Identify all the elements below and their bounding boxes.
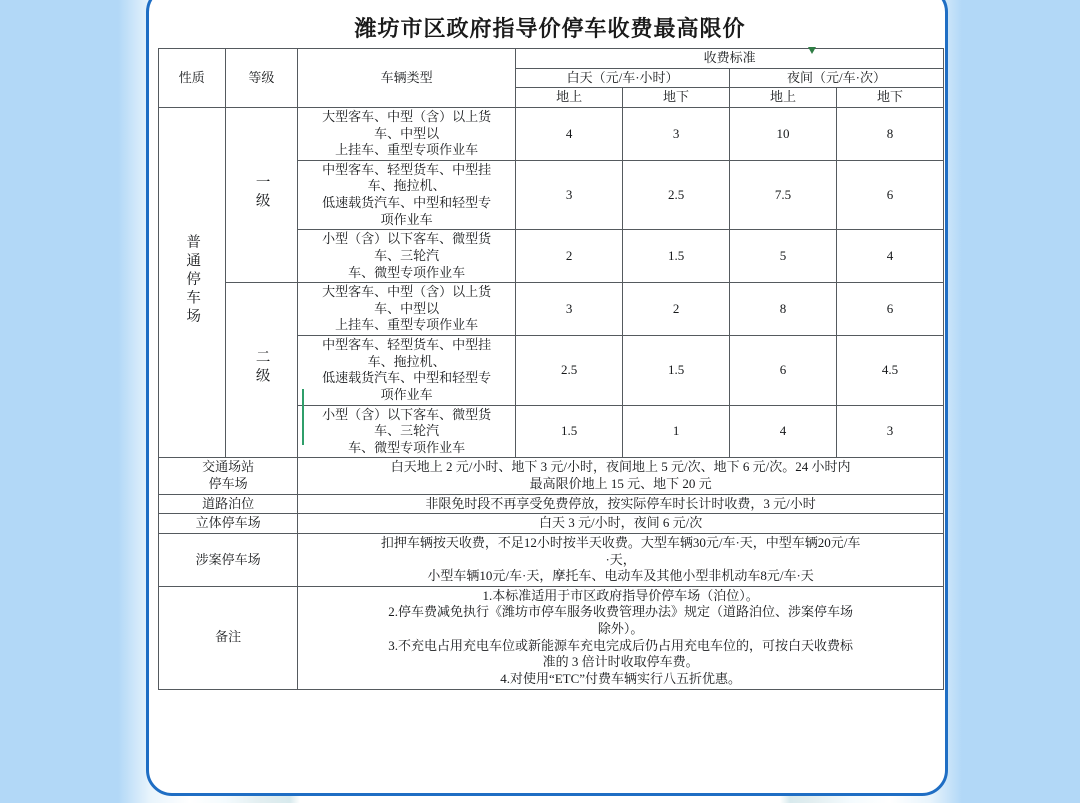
row-text-line: 小型车辆10元/车·天，摩托车、电动车及其他小型非机动车8元/车·天 [427, 568, 814, 584]
note-line: 3.不充电占用充电车位或新能源车充电完成后仍占用充电车位的，可按白天收费标 [388, 637, 853, 653]
vehicle-type-line: 上挂车、重型专项作业车 [335, 142, 479, 158]
row-label-line: 停车场 [208, 476, 248, 491]
row-text-line: ·天， [605, 551, 636, 567]
cell-vehicle-type-small-2 [298, 405, 516, 458]
rate-cell: 10 [730, 107, 837, 160]
grade-two-label: 二级 [253, 349, 270, 387]
cell-vehicle-type-large-2 [298, 283, 516, 336]
vehicle-type-line: 中型客车、轻型货车、中型挂 [322, 337, 492, 352]
cell-grade-one [225, 107, 298, 282]
header-night: 夜间（元/车·次） [730, 68, 944, 88]
rate-cell: 6 [836, 160, 943, 230]
vehicle-type-line: 低速载货汽车、中型和轻型专 [322, 195, 492, 210]
row-label-multilevel: 立体停车场 [159, 514, 298, 534]
vehicle-type-line: 上挂车、重型专项作业车 [335, 317, 479, 333]
header-vehicle-type: 车辆类型 [298, 49, 516, 108]
header-grade: 等级 [225, 49, 298, 108]
rate-cell: 1.5 [516, 405, 623, 458]
rate-cell: 3 [516, 283, 623, 336]
vehicle-type-line: 大型客车、中型（含）以上货 [322, 284, 492, 300]
green-marker-left-icon [302, 389, 304, 445]
rate-cell: 3 [836, 405, 943, 458]
row-label-roadside: 道路泊位 [159, 494, 298, 514]
rate-cell: 4 [730, 405, 837, 458]
header-day-under-ground: 地下 [623, 88, 730, 108]
note-line: 1.本标准适用于市区政府指导价停车场（泊位）。 [482, 587, 759, 603]
row-label-impound: 涉案停车场 [159, 533, 298, 586]
row-text-line: 白天地上 2 元/小时、地下 3 元/小时，夜间地上 5 元/次、地下 6 元/次。24 小时内 [390, 459, 851, 475]
note-line: 除外）。 [597, 621, 644, 636]
rate-cell: 2 [623, 283, 730, 336]
nature-ordinary-label: 普通停车场 [184, 234, 201, 327]
header-night-under-ground: 地下 [836, 88, 943, 108]
rate-cell: 4 [836, 230, 943, 283]
rate-cell: 4 [516, 107, 623, 160]
row-text-line: 最高限价地上 15 元、地下 20 元 [529, 476, 712, 491]
rate-cell: 8 [730, 283, 837, 336]
vehicle-type-line: 车、三轮汽 [374, 423, 440, 439]
table-row-notes [159, 586, 944, 689]
rate-cell: 2.5 [623, 160, 730, 230]
parking-fee-table [158, 48, 944, 690]
rate-cell: 1.5 [623, 230, 730, 283]
rate-cell: 2 [516, 230, 623, 283]
header-day-above-ground: 地上 [516, 88, 623, 108]
rate-cell: 3 [516, 160, 623, 230]
row-text-roadside: 非限免时段不再享受免费停放，按实际停车时长计时收费，3 元/小时 [298, 494, 944, 514]
row-text-impound [298, 533, 944, 586]
vehicle-type-line: 车、微型专项作业车 [348, 264, 466, 280]
table-row-transport-hub [159, 458, 944, 494]
header-daytime: 白天（元/车·小时） [516, 68, 730, 88]
cell-nature-ordinary [159, 107, 226, 458]
rate-cell: 5 [730, 230, 837, 283]
cell-grade-two [225, 283, 298, 458]
rate-cell: 1.5 [623, 336, 730, 406]
vehicle-type-line: 车、拖拉机、 [367, 178, 446, 194]
table-row-grade1-large [159, 107, 944, 160]
table-row-multilevel [159, 514, 944, 534]
cell-vehicle-type-medium-1 [298, 160, 516, 230]
rate-cell: 6 [836, 283, 943, 336]
vehicle-type-line: 项作业车 [380, 386, 433, 402]
notes-content [298, 586, 944, 689]
rate-cell: 3 [623, 107, 730, 160]
document-card [146, 0, 948, 796]
row-label-notes: 备注 [159, 586, 298, 689]
note-line: 2.停车费减免执行《潍坊市停车服务收费管理办法》规定（道路泊位、涉案停车场 [388, 604, 853, 620]
vehicle-type-line: 车、微型专项作业车 [348, 439, 466, 455]
rate-cell: 4.5 [836, 336, 943, 406]
rate-cell: 6 [730, 336, 837, 406]
page-title: 潍坊市区政府指导价停车收费最高限价 [354, 16, 746, 42]
vehicle-type-line: 车、三轮汽 [374, 247, 440, 263]
row-text-line: 扣押车辆按天收费，不足12小时按半天收费。大型车辆30元/车·天，中型车辆20元/车 [380, 534, 861, 550]
vehicle-type-line: 大型客车、中型（含）以上货 [322, 108, 492, 124]
vehicle-type-line: 车、拖拉机、 [367, 353, 446, 369]
document-card-inner [149, 0, 951, 799]
vehicle-type-line: 中型客车、轻型货车、中型挂 [322, 161, 492, 177]
vehicle-type-line: 小型（含）以下客车、微型货 [322, 231, 492, 247]
rate-cell: 8 [836, 107, 943, 160]
row-label-transport-hub [159, 458, 298, 494]
rate-cell: 2.5 [516, 336, 623, 406]
row-label-line: 交通场站 [202, 459, 255, 475]
vehicle-type-line: 项作业车 [380, 211, 433, 227]
table-row-grade2-large [159, 283, 944, 336]
green-marker-top-icon [808, 47, 816, 54]
row-text-multilevel: 白天 3 元/小时，夜间 6 元/次 [298, 514, 944, 534]
grade-one-label: 一级 [253, 174, 270, 212]
vehicle-type-line: 小型（含）以下客车、微型货 [322, 406, 492, 422]
vehicle-type-line: 低速载货汽车、中型和轻型专 [322, 370, 492, 386]
table-header-row-1 [159, 49, 944, 69]
header-nature: 性质 [159, 49, 226, 108]
header-fee-standard: 收费标准 [516, 49, 944, 69]
header-night-above-ground: 地上 [730, 88, 837, 108]
table-row-roadside [159, 494, 944, 514]
cell-vehicle-type-large-1 [298, 107, 516, 160]
note-line: 4.对使用“ETC”付费车辆实行八五折优惠。 [500, 670, 742, 686]
vehicle-type-line: 车、中型以 [374, 125, 440, 141]
vehicle-type-line: 车、中型以 [374, 300, 440, 316]
cell-vehicle-type-medium-2 [298, 336, 516, 406]
rate-cell: 7.5 [730, 160, 837, 230]
note-line: 准的 3 倍计时收取停车费。 [542, 654, 699, 670]
row-text-transport-hub [298, 458, 944, 494]
cell-vehicle-type-small-1 [298, 230, 516, 283]
rate-cell: 1 [623, 405, 730, 458]
table-row-impound [159, 533, 944, 586]
document-sheet [154, 11, 946, 690]
